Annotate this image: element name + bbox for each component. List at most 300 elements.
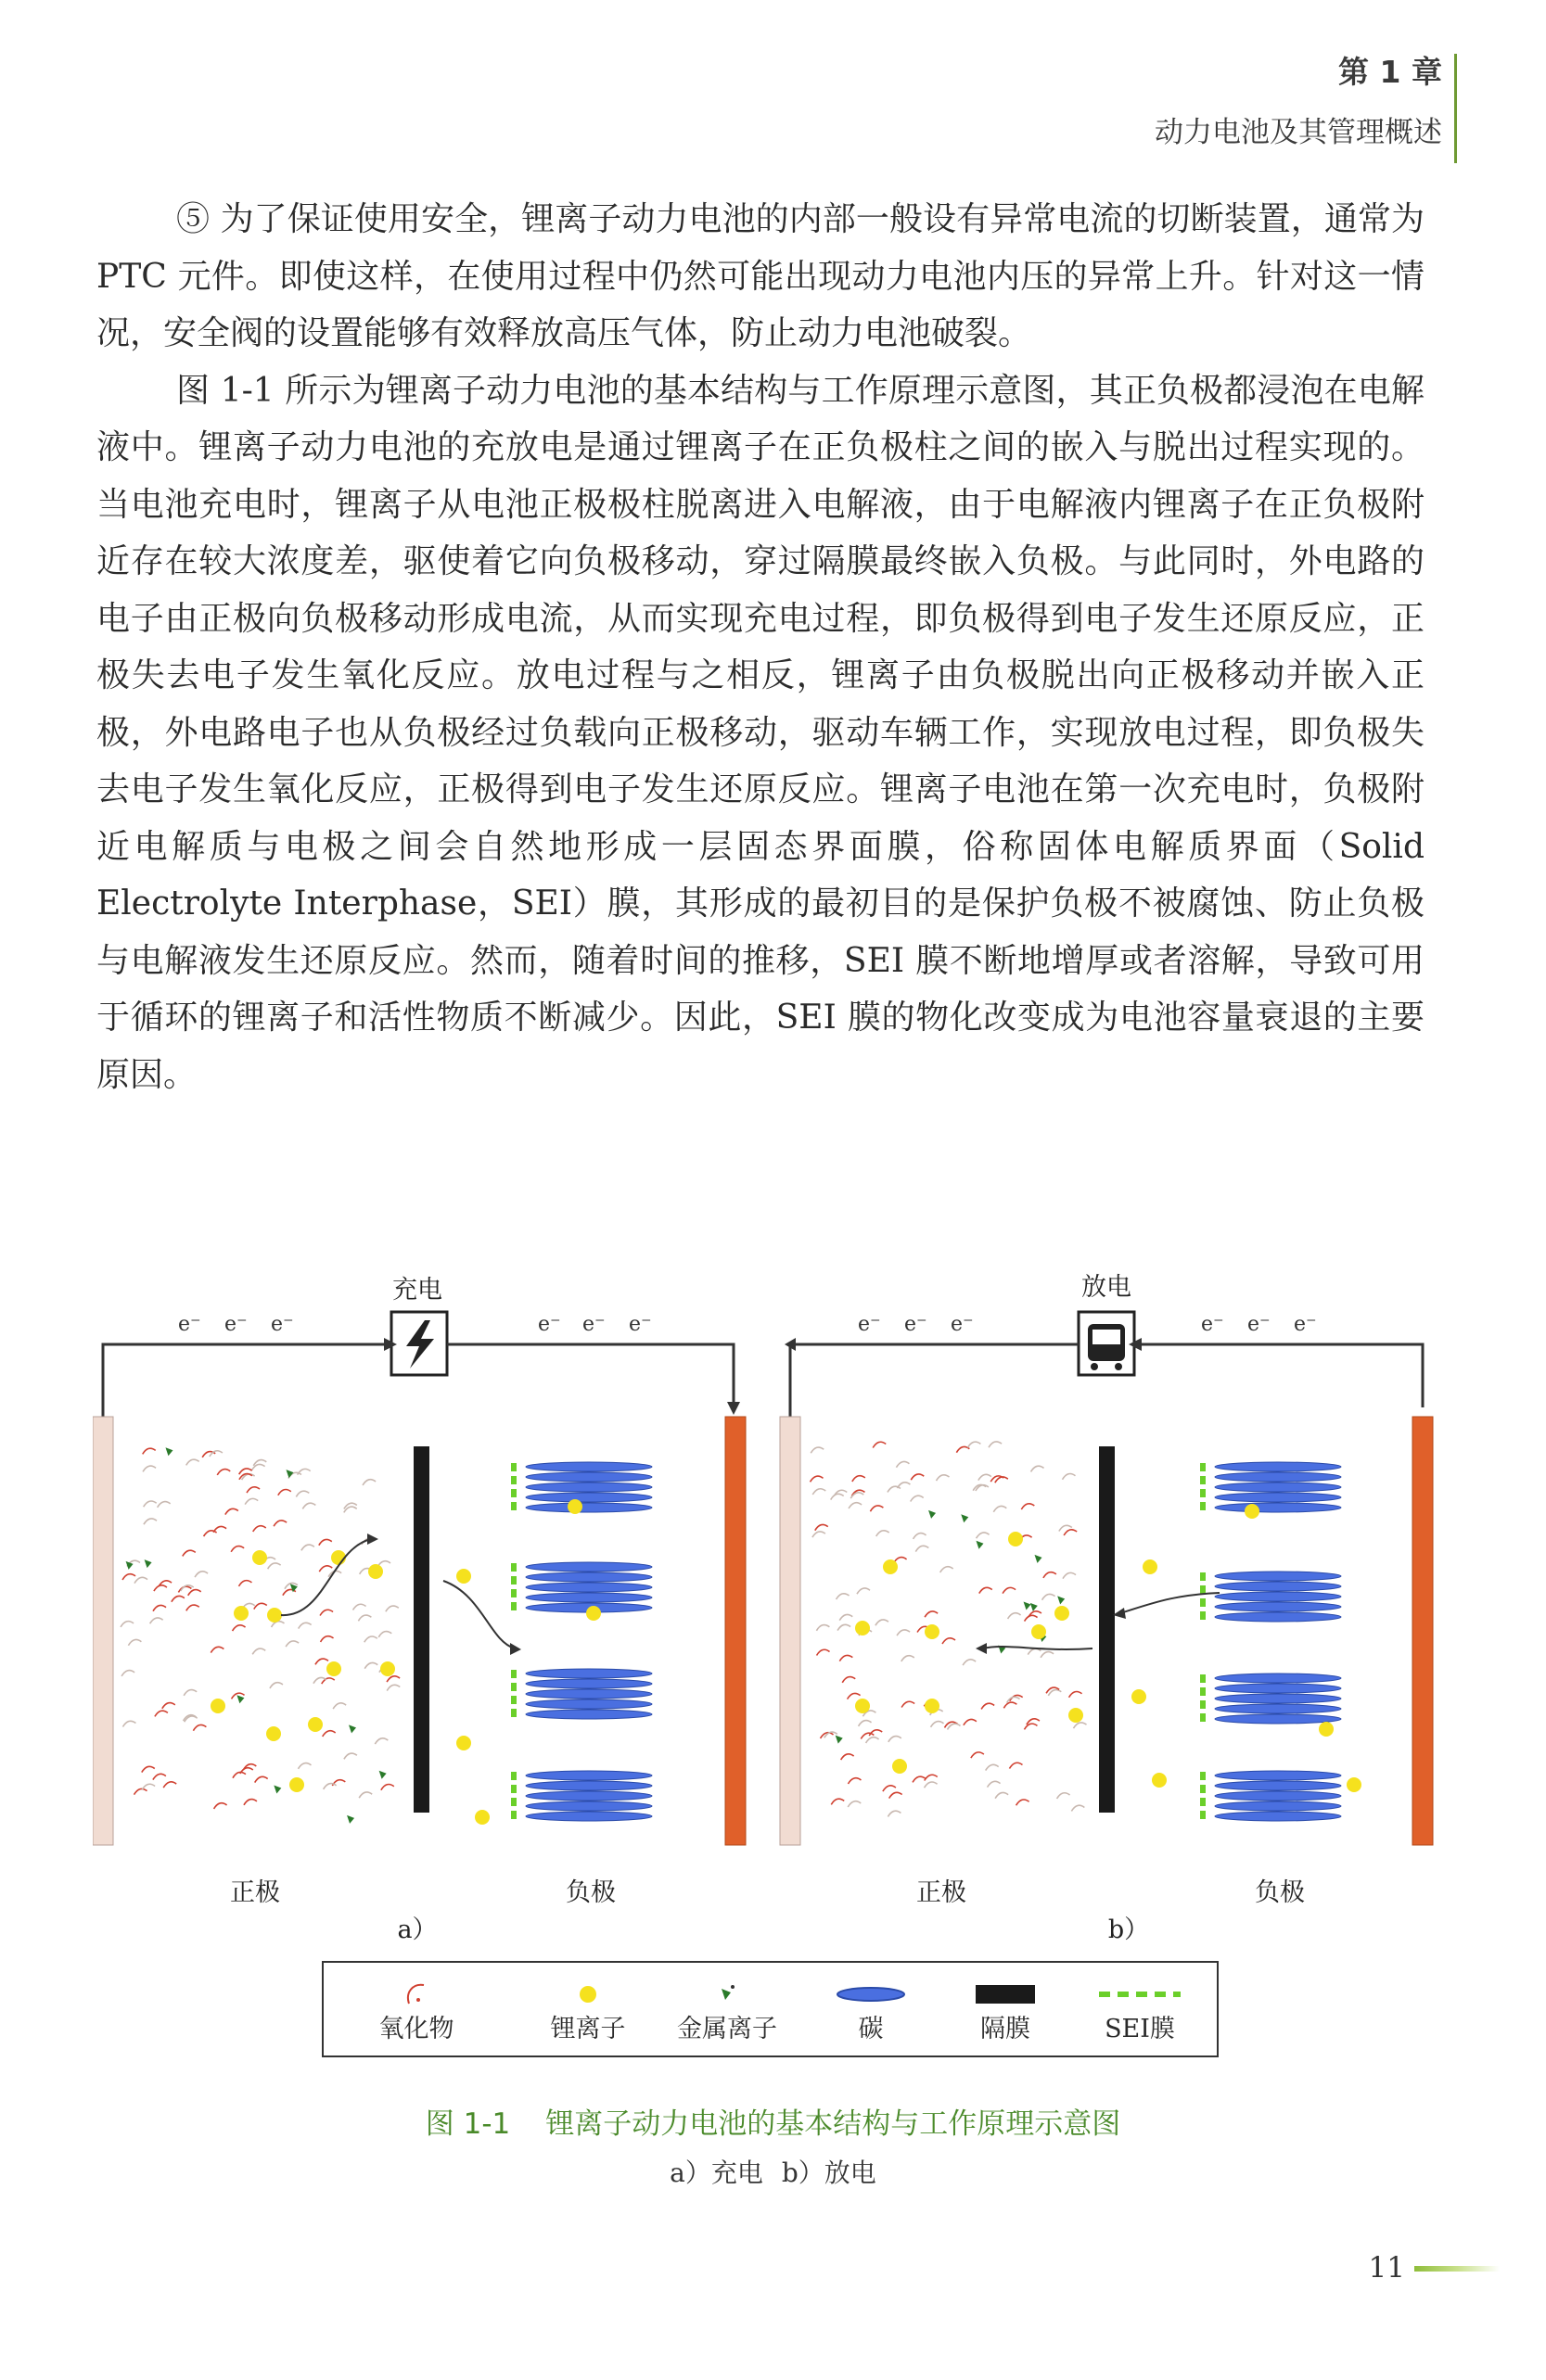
oxide-particle [859, 1721, 872, 1726]
oxide-particle [967, 1442, 980, 1447]
oxide-particle [896, 1461, 909, 1467]
sei-segment [511, 1502, 517, 1510]
negative-label: 负极 [1255, 1878, 1305, 1907]
oxide-particle [381, 1784, 394, 1789]
metal-ion [1030, 1603, 1038, 1611]
oxide-particle [989, 1442, 1002, 1447]
oxide-particle [911, 1474, 924, 1480]
oxide-particle [122, 1574, 135, 1580]
oxide-particle [204, 1531, 217, 1536]
electron-label: e⁻ [1247, 1313, 1271, 1336]
figure-1-1 [93, 1261, 1447, 2068]
oxide-particle [193, 1725, 206, 1730]
oxide-particle [811, 1447, 824, 1453]
oxide-particle [942, 1638, 955, 1644]
oxide-particle [817, 1649, 830, 1655]
carbon-layer [526, 1791, 652, 1801]
carbon-layer [526, 1710, 652, 1719]
oxide-particle [993, 1506, 1006, 1511]
carbon-layer [526, 1483, 652, 1492]
oxide-particle [363, 1480, 376, 1485]
sei-segment [511, 1602, 517, 1610]
metal-ion [145, 1559, 152, 1568]
oxide-particle [914, 1534, 926, 1539]
page-number: 11 [1368, 2251, 1405, 2285]
figure-number: 图 1-1 [425, 2107, 511, 2141]
sei-segment [1200, 1713, 1206, 1722]
oxide-particle [852, 1476, 865, 1482]
metal-ion [347, 1815, 354, 1824]
oxide-particle [981, 1703, 994, 1709]
oxide-particle [901, 1701, 914, 1707]
li-ion [1319, 1722, 1334, 1737]
figure-title: 锂离子动力电池的基本结构与工作原理示意图 [545, 2107, 1121, 2141]
sei-segment [511, 1811, 517, 1819]
carbon-layer [526, 1699, 652, 1709]
metal-ion [976, 1541, 983, 1549]
carbon-layer [1215, 1801, 1341, 1811]
sei-segment [1200, 1572, 1206, 1581]
electron-label: e⁻ [629, 1313, 652, 1336]
oxide-particle [915, 1546, 928, 1551]
li-ion [855, 1621, 870, 1635]
oxide-particle [299, 1623, 312, 1628]
electron-label: e⁻ [582, 1313, 606, 1336]
carbon-layer [1215, 1572, 1341, 1581]
oxide-particle [947, 1724, 960, 1729]
oxide-particle [978, 1474, 991, 1480]
oxide-particle [344, 1507, 357, 1512]
metal-ion [165, 1447, 172, 1456]
metal-ion [274, 1785, 281, 1793]
metal-ion [236, 1695, 244, 1703]
li-ion [925, 1699, 939, 1713]
figure-legend [322, 1961, 1219, 2057]
carbon-layer [1215, 1493, 1341, 1502]
oxide-particle [1025, 1615, 1038, 1621]
oxide-particle [270, 1683, 283, 1688]
metal-ion [379, 1771, 387, 1779]
oxide-particle [378, 1632, 391, 1637]
oxide-region [121, 1447, 400, 1824]
oxide-particle [122, 1721, 135, 1726]
legend-oxide-label: 氧化物 [378, 2015, 454, 2043]
carbon-layer [526, 1462, 652, 1471]
oxide-particle [815, 1524, 828, 1530]
carbon-layer [1215, 1781, 1341, 1790]
oxide-particle [979, 1587, 992, 1593]
oxide-particle [870, 1506, 883, 1511]
legend-metal-ion-label: 金属离子 [677, 2015, 777, 2043]
oxide-particle [866, 1737, 879, 1743]
oxide-particle [255, 1776, 268, 1782]
oxide-particle [252, 1648, 265, 1654]
positive-label: 正极 [230, 1878, 280, 1907]
oxide-particle [162, 1703, 175, 1709]
battery-diagram [93, 1261, 1447, 2068]
panel-b [780, 1273, 1433, 1944]
separator [414, 1446, 429, 1813]
metal-ion [961, 1514, 968, 1522]
oxide-particle [121, 1671, 134, 1676]
oxide-particle [344, 1753, 357, 1759]
carbon-layer [1215, 1704, 1341, 1713]
cathode-plate [93, 1417, 113, 1845]
oxide-particle [848, 1778, 861, 1784]
oxide-particle [186, 1605, 199, 1610]
sei-segment [1200, 1598, 1206, 1607]
oxide-particle [238, 1581, 251, 1586]
li-ion [1131, 1689, 1146, 1704]
sei-segment [511, 1696, 517, 1704]
oxide-particle [842, 1677, 855, 1683]
carbon-layer [526, 1669, 652, 1678]
legend-oxide [361, 1963, 472, 2055]
oxide-particle [254, 1603, 267, 1609]
li-ion [586, 1606, 601, 1621]
oxide-particle [217, 1470, 230, 1475]
oxide-particle [319, 1566, 332, 1572]
sei-segment [1200, 1476, 1206, 1484]
carbon-layer [1215, 1462, 1341, 1471]
sei-segment [511, 1772, 517, 1780]
oxide-particle [841, 1754, 854, 1760]
oxide-particle [178, 1586, 191, 1592]
legend-sei [1075, 1963, 1205, 2055]
oxide-particle [848, 1693, 861, 1699]
oxide-particle [986, 1764, 999, 1770]
oxide-particle [901, 1656, 914, 1661]
oxide-particle [183, 1550, 196, 1556]
sei-segment [511, 1463, 517, 1471]
oxide-particle [940, 1567, 953, 1572]
legend-separator [940, 1963, 1070, 2055]
carbon-layer [526, 1583, 652, 1592]
oxide-particle [889, 1792, 902, 1798]
oxide-particle [839, 1614, 852, 1620]
oxide-particle [1024, 1724, 1037, 1729]
oxide-particle [143, 1466, 156, 1471]
legend-carbon [806, 1963, 936, 2055]
oxide-particle [324, 1784, 337, 1789]
sei-segment [1200, 1674, 1206, 1683]
legend-sei-label: SEI膜 [1105, 2015, 1175, 2043]
oxide-particle [839, 1655, 852, 1661]
carbon-layer [526, 1679, 652, 1688]
oxide-particle [359, 1792, 372, 1798]
legend-separator-label: 隔膜 [980, 2015, 1030, 2043]
oxide-particle [873, 1442, 886, 1447]
carbon-layer [526, 1572, 652, 1582]
li-ion [1031, 1624, 1046, 1639]
oxide-particle [1048, 1690, 1061, 1696]
oxide-particle [831, 1799, 844, 1804]
oxide-particle [323, 1731, 336, 1737]
oxide-particle [1003, 1587, 1016, 1593]
sei-segment [1200, 1585, 1206, 1594]
li-ion [289, 1777, 304, 1792]
oxide-particle [995, 1792, 1008, 1798]
oxide-particle [163, 1782, 176, 1788]
li-ion [1008, 1532, 1023, 1546]
chapter-title: 动力电池及其管理概述 [1155, 116, 1442, 149]
sei-segment [511, 1563, 517, 1572]
oxide-particle [155, 1711, 168, 1716]
oxide-particle [849, 1503, 862, 1508]
sei-segment [511, 1476, 517, 1484]
oxide-particle [333, 1703, 346, 1709]
oxide-particle [319, 1539, 332, 1545]
oxide-particle [837, 1624, 850, 1630]
oxide-particle [253, 1526, 266, 1532]
oxide-particle [869, 1730, 882, 1736]
electron-label: e⁻ [858, 1313, 881, 1336]
oxide-particle [134, 1577, 147, 1583]
charge-label: 充电 [392, 1276, 442, 1305]
oxide-particle [144, 1519, 157, 1524]
oxide-particle [358, 1615, 371, 1621]
li-ion [456, 1736, 471, 1750]
oxide-particle [810, 1476, 823, 1482]
oxide-particle [925, 1782, 938, 1788]
oxide-particle [831, 1494, 844, 1499]
carbon-layer [526, 1562, 652, 1572]
electron-label: e⁻ [271, 1313, 294, 1336]
oxide-particle [244, 1800, 257, 1805]
carbon-layer [526, 1812, 652, 1821]
oxide-particle [913, 1776, 926, 1782]
oxide-particle [977, 1533, 990, 1538]
oxide-particle [211, 1647, 224, 1652]
oxide-particle [239, 1474, 252, 1480]
electron-label: e⁻ [538, 1313, 561, 1336]
oxide-particle [364, 1636, 377, 1642]
oxide-particle [837, 1594, 850, 1599]
sei-segment [1200, 1463, 1206, 1471]
positive-label: 正极 [916, 1878, 966, 1907]
oxide-particle [214, 1803, 227, 1809]
oxide-particle [1057, 1793, 1070, 1799]
legend-li-ion-label: 锂离子 [550, 2015, 626, 2043]
figure-subcaption [0, 2153, 1546, 2190]
subcaption-b: b）放电 [781, 2157, 876, 2188]
oxide-particle [315, 1659, 328, 1664]
oxide-particle [195, 1572, 208, 1577]
li-ion [211, 1699, 225, 1713]
oxide-particle [931, 1722, 944, 1727]
oxide-particle [296, 1491, 309, 1496]
carbon-layer [526, 1781, 652, 1790]
oxide-particle [1031, 1466, 1044, 1471]
oxide-particle [268, 1563, 281, 1569]
oxide-particle [184, 1690, 197, 1696]
oxide-particle [134, 1788, 147, 1794]
carbon-layer [526, 1503, 652, 1512]
carbon-layer [1215, 1791, 1341, 1801]
subcaption-a: a）充电 [670, 2157, 763, 2188]
carbon-layers [1200, 1462, 1341, 1821]
figure-caption [0, 2100, 1546, 2142]
oxide-particle [1043, 1572, 1056, 1578]
sei-segment [1200, 1785, 1206, 1793]
metal-ion [1035, 1555, 1042, 1563]
oxide-particle [888, 1486, 901, 1492]
oxide-particle [848, 1801, 861, 1807]
oxide-particle [121, 1622, 134, 1627]
oxide-particle [1028, 1648, 1041, 1654]
oxide-particle [1063, 1572, 1076, 1578]
li-ion [326, 1661, 341, 1676]
negative-label: 负极 [566, 1878, 616, 1907]
oxide-particle [812, 1489, 825, 1495]
oxide-particle [387, 1676, 400, 1682]
oxide-particle [143, 1448, 156, 1454]
oxide-particle [353, 1604, 366, 1610]
oxide-particle [1073, 1723, 1086, 1728]
oxide-particle [1063, 1473, 1076, 1479]
page-number-bar [1414, 2266, 1500, 2272]
paragraph-2: 图 1-1 所示为锂离子动力电池的基本结构与工作原理示意图，其正负极都浸泡在电解液中。锂离子动力电池的充放电是通过锂离子在正负极柱之间的嵌入与脱出过程实现的。当电池充电时，锂离子从电池正极极柱脱离进入电解液，由于电解液内锂离子在正负极附近存在较大浓度差，驱使着它向负极移动，穿过隔膜最终嵌入负极。与此同时，外电路的电子由正极向负极移动形成电流，从而实现充电过程，即负极得到电子发生还原反应，正极失去电子发生氧化反应。放电过程与之相反，锂离子由负极脱出向正极移动并嵌入正极，外电路电子也从负极经过负载向正极移动，驱动车辆工作，实现放电过程，即负极失去电子发生氧化反应，正极得到电子发生还原反应。锂离子电池在第一次充电时，负极附近电解质与电极之间会自然地形成一层固态界面膜，俗称固体电解质界面（Solid Electrolyte Interphase，SEI）膜，其形成的最初目的是保护负极不被腐蚀、防止负极与电解液发生还原反应。然而，随着时间的推移，SEI 膜不断地增厚或者溶解，导致可用于循环的锂离子和活性物质不断减少。因此，SEI 膜的物化改变成为电池容量衰退的主要原因。 [96, 371, 1425, 1094]
carbon-layer [1215, 1602, 1341, 1611]
li-ion [1245, 1504, 1259, 1519]
oxide-particle [1069, 1692, 1082, 1698]
oxide-particle [225, 1508, 238, 1514]
carbon-layer [1215, 1812, 1341, 1821]
paragraph-1: ⑤ 为了保证使用安全，锂离子动力电池的内部一般设有异常电流的切断装置，通常为 PTC 元件。即使这样，在使用过程中仍然可能出现动力电池内压的异常上升。针对这一情况，安全阀的设置能够有效释放高压气体，防止动力电池破裂。 [96, 200, 1425, 352]
li-ion [234, 1606, 249, 1621]
carbon-layer [526, 1801, 652, 1811]
metal-ion [928, 1510, 936, 1519]
oxide-particle [1009, 1763, 1022, 1768]
electron-label: e⁻ [178, 1313, 201, 1336]
panel-a [93, 1276, 746, 1944]
oxide-particle [1071, 1805, 1084, 1811]
electron-label: e⁻ [224, 1313, 248, 1336]
li-ion [380, 1661, 395, 1676]
anode-plate [725, 1417, 746, 1845]
oxide-particle [888, 1811, 901, 1816]
oxide-particle [172, 1596, 185, 1601]
carbon-layer [526, 1493, 652, 1502]
oxide-particle [153, 1605, 166, 1610]
li-ion [266, 1726, 281, 1741]
electron-label: e⁻ [904, 1313, 927, 1336]
oxide-particle [247, 1487, 260, 1493]
sei-segment [511, 1589, 517, 1597]
oxide-particle [1021, 1504, 1034, 1509]
li-ion [368, 1564, 383, 1579]
sei-segment [1200, 1700, 1206, 1709]
carbon-layer [1215, 1483, 1341, 1492]
li-ion [1068, 1708, 1083, 1723]
electron-label: e⁻ [1294, 1313, 1317, 1336]
sei-segment [511, 1670, 517, 1678]
li-ion [252, 1550, 267, 1565]
oxide-particle [897, 1630, 910, 1635]
oxide-particle [322, 1678, 335, 1684]
metal-ion [1057, 1596, 1065, 1604]
separator [1099, 1446, 1115, 1813]
panel-b-label: b） [1107, 1915, 1150, 1944]
carbon-layer [1215, 1674, 1341, 1683]
oxide-particle [964, 1719, 977, 1725]
oxide-particle [286, 1641, 299, 1647]
oxide-particle [988, 1781, 1001, 1787]
carbon-layer [1215, 1771, 1341, 1780]
oxide-particle [1064, 1530, 1077, 1535]
carbon-layers [511, 1462, 652, 1821]
li-ion [308, 1717, 323, 1732]
li-ion [1143, 1559, 1157, 1574]
oxide-particle [231, 1546, 244, 1552]
li-ion [1152, 1773, 1167, 1788]
legend-metal-ion [662, 1963, 792, 2055]
electron-label: e⁻ [1201, 1313, 1224, 1336]
sei-segment [1200, 1687, 1206, 1696]
oxide-particle [995, 1477, 1008, 1483]
carbon-layer [1215, 1592, 1341, 1601]
body-text [96, 191, 1425, 1103]
electron-label: e⁻ [951, 1313, 974, 1336]
oxide-particle [1042, 1594, 1055, 1599]
li-ion [568, 1499, 582, 1514]
carbon-layer [526, 1771, 652, 1780]
oxide-particle [911, 1495, 924, 1501]
oxide-particle [302, 1503, 315, 1508]
oxide-particle [963, 1660, 976, 1665]
oxide-particle [233, 1625, 246, 1631]
sei-segment [1200, 1502, 1206, 1510]
sei-segment [1200, 1489, 1206, 1497]
li-ion [267, 1608, 282, 1623]
cathode-plate [780, 1417, 800, 1845]
carbon-layer [526, 1689, 652, 1699]
oxide-particle [153, 1774, 166, 1779]
oxide-particle [154, 1585, 167, 1591]
oxide-particle [816, 1625, 829, 1631]
oxide-particle [321, 1636, 334, 1642]
carbon-layer [1215, 1472, 1341, 1482]
anode-plate [1412, 1417, 1433, 1845]
metal-ion [836, 1736, 843, 1744]
li-ion [456, 1569, 471, 1584]
oxide-particle [1041, 1652, 1054, 1658]
oxide-particle [876, 1531, 889, 1536]
oxide-particle [1008, 1613, 1021, 1619]
sei-segment [511, 1489, 517, 1497]
metal-ion [349, 1725, 356, 1733]
oxide-particle [857, 1588, 870, 1594]
panel-a-label: a） [397, 1915, 438, 1944]
carbon-layer [1215, 1694, 1341, 1703]
legend-li-ion [532, 1963, 644, 2055]
oxide-particle [925, 1775, 938, 1780]
oxide-particle [387, 1685, 400, 1690]
oxide-particle [320, 1610, 333, 1615]
discharge-label: 放电 [1081, 1273, 1131, 1302]
oxide-particle [1016, 1800, 1029, 1805]
oxide-particle [812, 1532, 825, 1537]
metal-ion [1024, 1601, 1031, 1610]
oxide-particle [278, 1489, 291, 1495]
oxide-particle [971, 1752, 984, 1758]
oxide-particle [144, 1501, 157, 1507]
oxide-particle [274, 1521, 287, 1526]
sei-segment [511, 1798, 517, 1806]
li-ion [883, 1559, 898, 1574]
oxide-particle [142, 1766, 155, 1772]
sei-segment [511, 1709, 517, 1717]
